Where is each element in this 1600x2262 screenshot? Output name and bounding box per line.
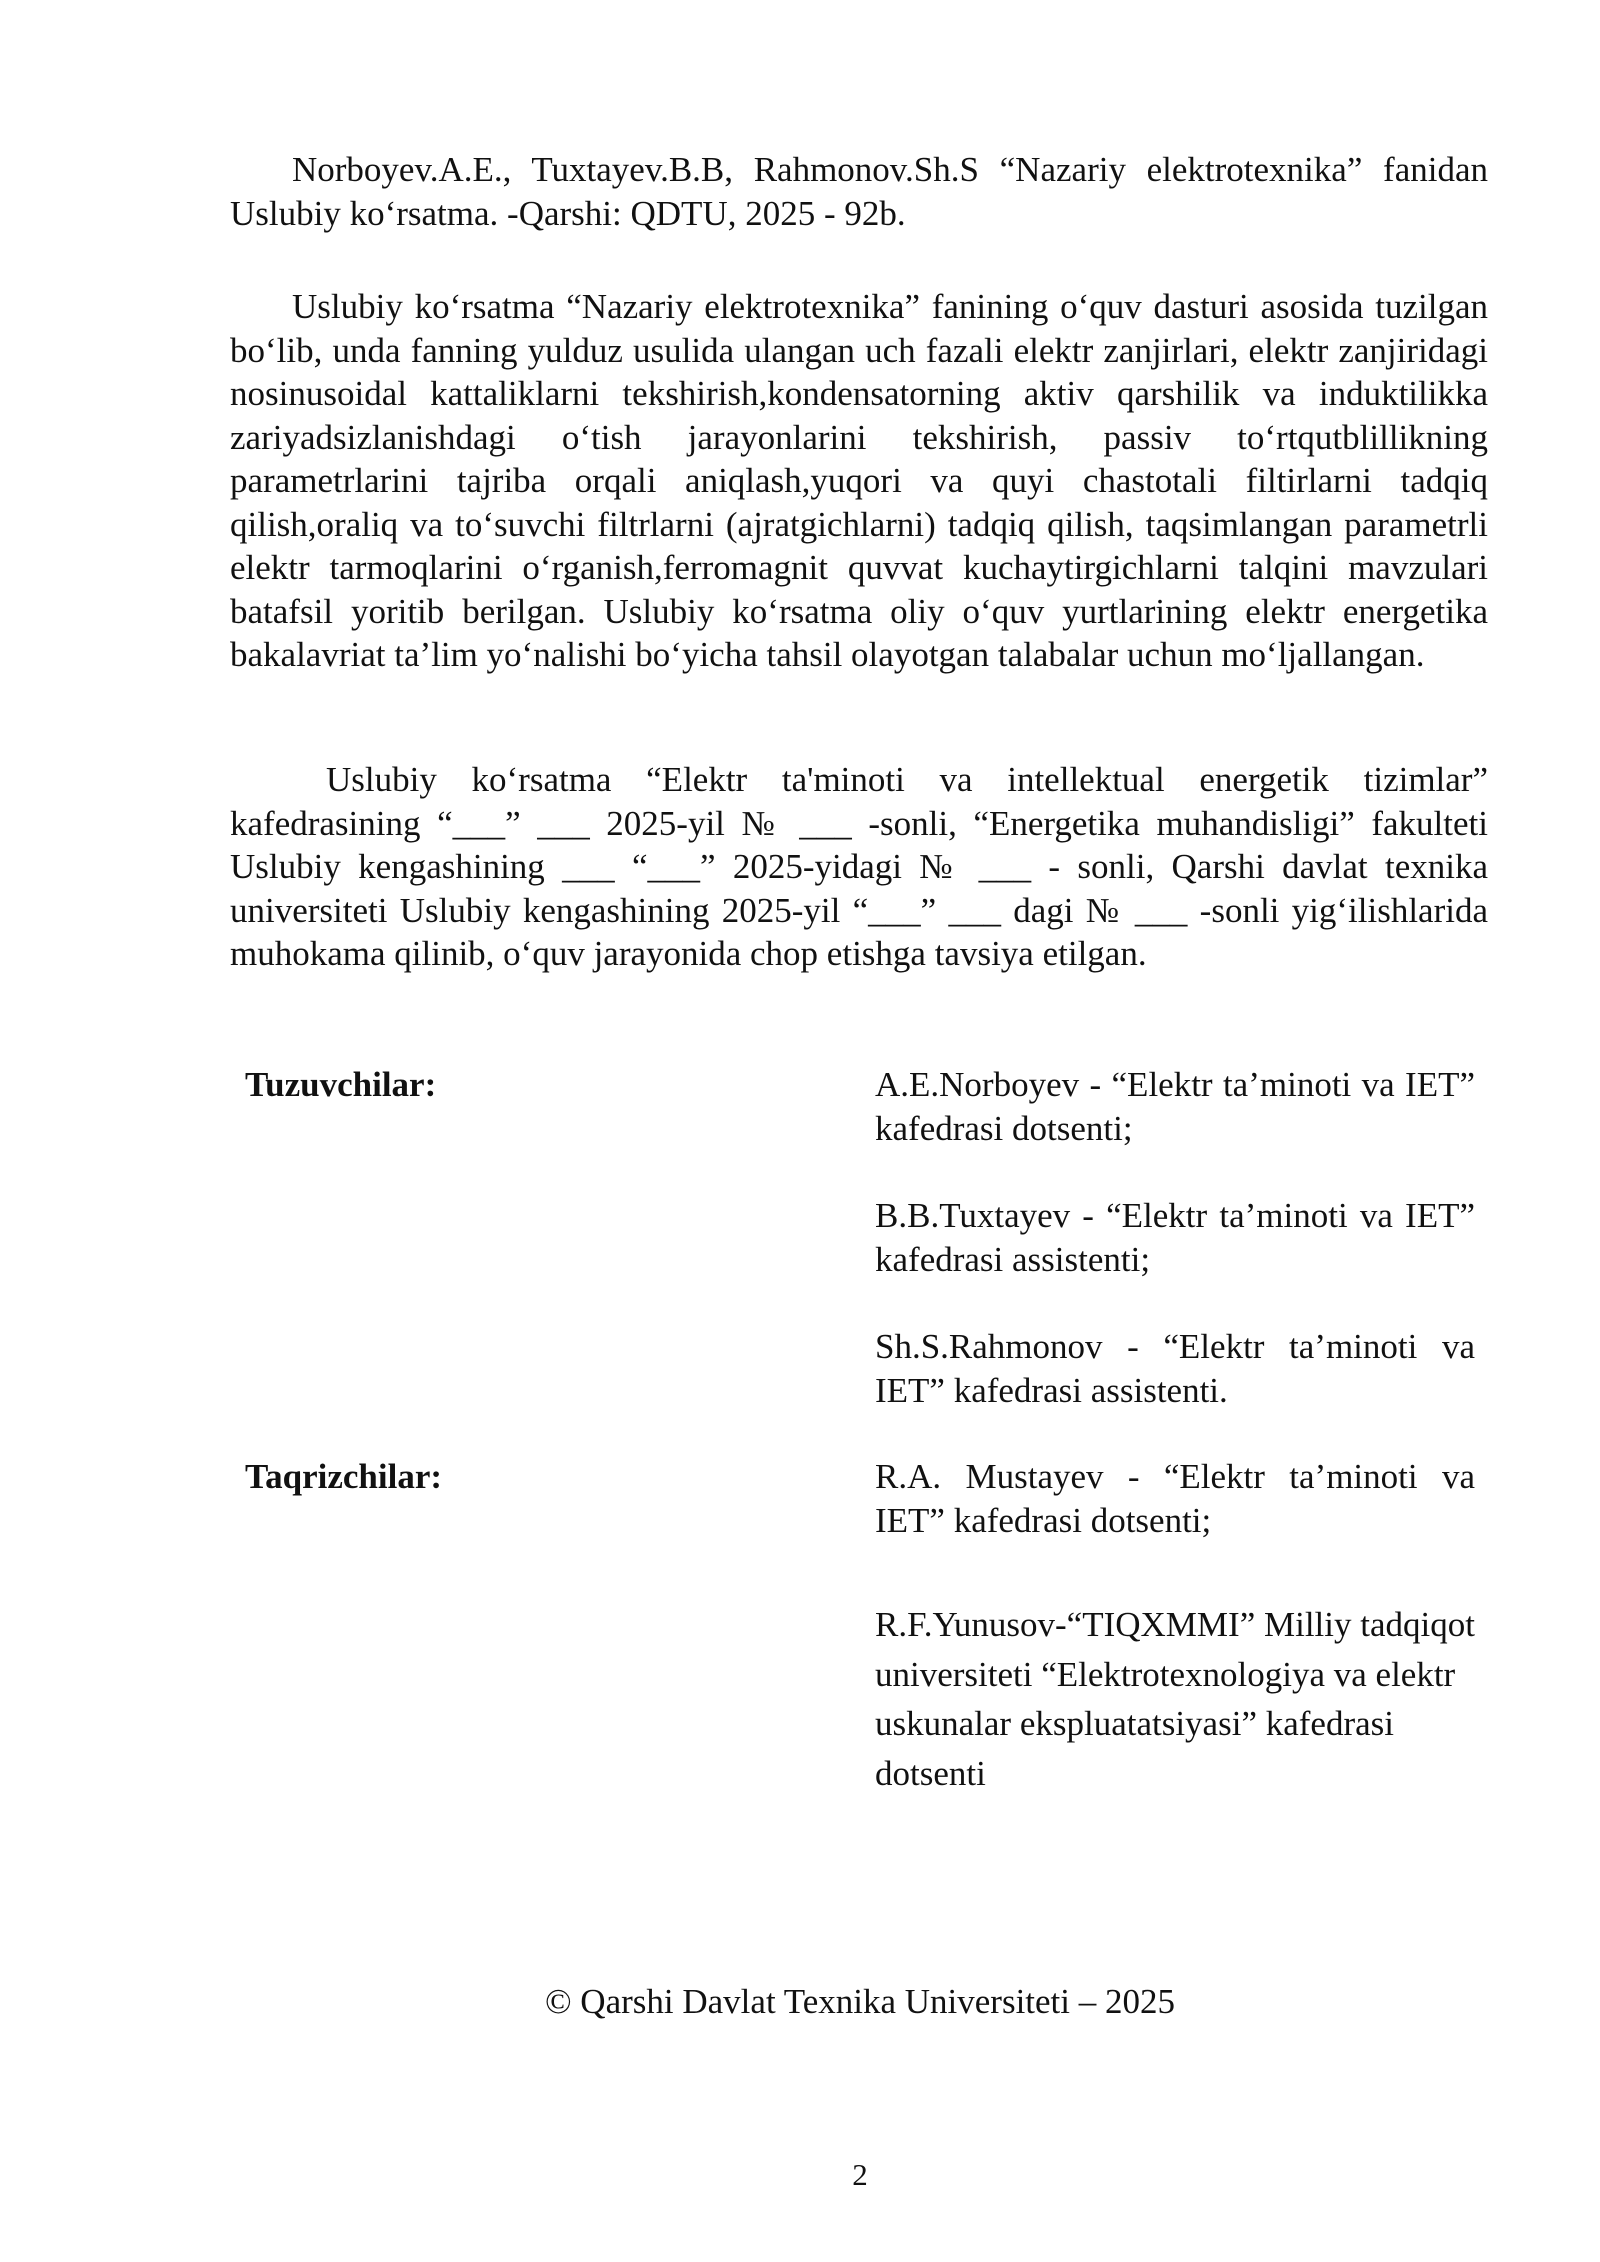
author-entry: B.B.Tuxtayev - “Elektr ta’minoti va IET” kafedrasi assistenti; [875,1196,1475,1279]
authors-label: Tuzuvchilar: [245,1065,437,1104]
bibliographic-reference: Norboyev.A.E., Tuxtayev.B.B, Rahmonov.Sh.S “Nazariy elektrotexnika” fanidan Uslubiy ko‘rsatma. -Qarshi: QDTU, 2025 - 92b. [230,150,1488,233]
approval-paragraph: Uslubiy ko‘rsatma “Elektr ta'minoti va intellektual energetik tizimlar” kafedrasining “___” ___ 2025-yil № ___ -sonli, “Energetika muhandisligi” fakulteti Uslubiy kengashining ___ “___” 2025-yidagi № ___ - sonli, Qarshi davlat texnika universiteti Uslubiy kengashining 2025-yil “___” ___ dagi № ___ -sonli yig‘ilishlarida muhokama qilinib, o‘quv jarayonida chop etishga tavsiya etilgan. [230,760,1488,973]
reviewer-entry: R.F.Yunusov-“TIQXMMI” Milliy tadqiqot universiteti “Elektrotexnologiya va elektr uskunalar ekspluatatsiyasi” kafedrasi dotsenti [875,1605,1475,1793]
page-number: 2 [852,2157,868,2192]
copyright-notice: © Qarshi Davlat Texnika Universiteti – 2025 [544,1982,1176,2021]
reviewers-label: Taqrizchilar: [245,1457,443,1496]
author-entry: A.E.Norboyev - “Elektr ta’minoti va IET” kafedrasi dotsenti; [875,1065,1475,1148]
reviewer-entry: R.A. Mustayev - “Elektr ta’minoti va IET” kafedrasi dotsenti; [875,1457,1475,1540]
author-entry: Sh.S.Rahmonov - “Elektr ta’minoti va IET” kafedrasi assistenti. [875,1327,1475,1410]
annotation-paragraph: Uslubiy ko‘rsatma “Nazariy elektrotexnika” fanining o‘quv dasturi asosida tuzilgan bo‘lib, unda fanning yulduz usulida ulangan uch fazali elektr zanjirlari, elektr zanjiridagi nosinusoidal kattaliklarni tekshirish,kondensatorning aktiv qarshilik va induktilikka zariyadsizlanishdagi o‘tish jarayonlarini tekshirish, passiv to‘rtqutblillikning parametrlarini tajriba orqali aniqlash,yuqori va quyi chastotali filtirlarni tadqiq qilish,oraliq va to‘suvchi filtrlarni (ajratgichlarni) tadqiq qilish, taqsimlangan parametrli elektr tarmoqlarini o‘rganish,ferromagnit quvvat kuchaytirgichlarni talqini mavzulari batafsil yoritib berilgan. Uslubiy ko‘rsatma oliy o‘quv yurtlarining elektr energetika bakalavriat ta’lim yo‘nalishi bo‘yicha tahsil olayotgan talabalar uchun mo‘ljallangan. [230,287,1488,674]
